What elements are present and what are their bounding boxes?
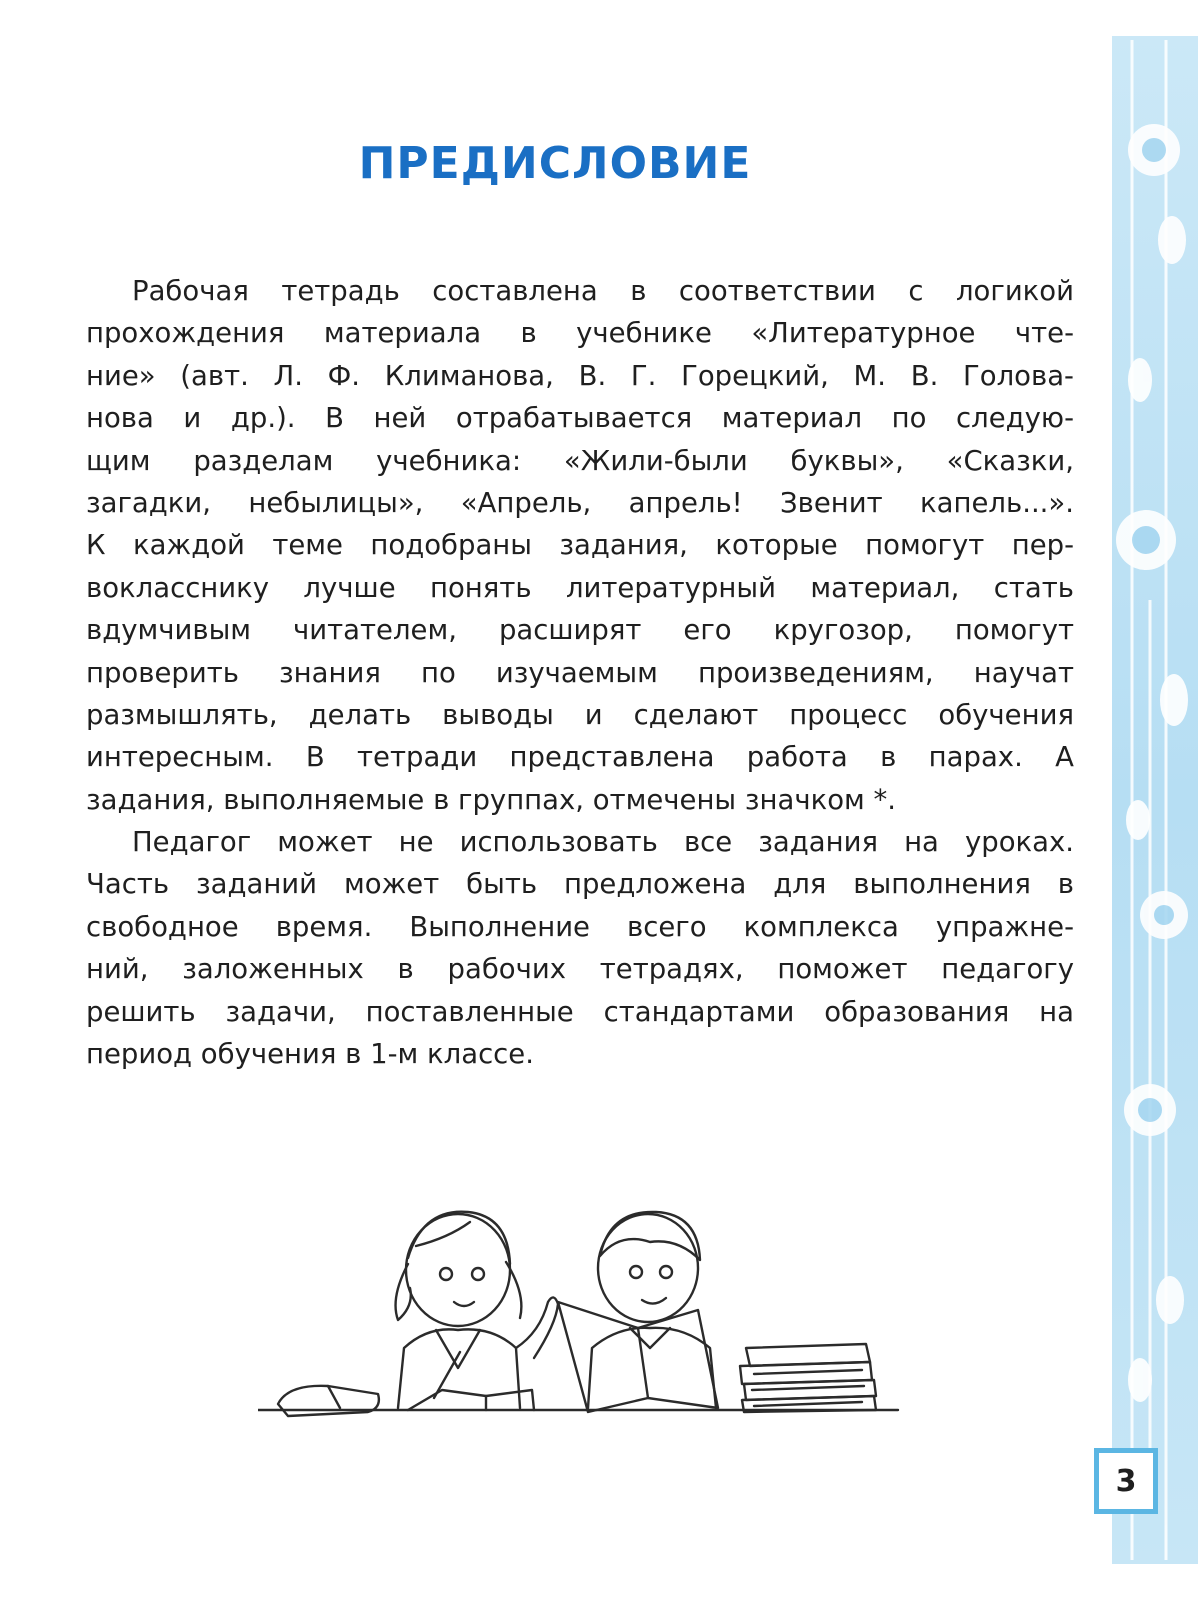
text-line: проверить знания по изучаемым произведениям, научат — [86, 656, 1074, 689]
text-line: ние» (авт. Л. Ф. Климанова, В. Г. Горецкий, М. В. Голова- — [86, 359, 1074, 392]
text-line: щим разделам учебника: «Жили-были буквы», «Сказки, — [86, 444, 1074, 477]
page-title: ПРЕДИСЛОВИЕ — [358, 138, 752, 189]
flower-border-decoration — [1110, 0, 1200, 1600]
text-line: Педагог может не использовать все задания на уроках. — [132, 826, 1074, 859]
text-line: прохождения материала в учебнике «Литературное чте- — [86, 317, 1074, 350]
text-line: период обучения в 1-м классе. — [86, 1038, 534, 1071]
text-line: размышлять, делать выводы и сделают процесс обучения — [86, 698, 1074, 731]
paragraph-1 — [86, 270, 1074, 821]
text-line: Рабочая тетрадь составлена в соответствии с логикой — [132, 275, 1074, 307]
page-number: 3 — [1094, 1448, 1158, 1514]
text-line: ний, заложенных в рабочих тетрадях, поможет педагогу — [86, 953, 1074, 986]
text-line: вокласснику лучше понять литературный материал, стать — [86, 571, 1074, 604]
children-reading-illustration — [258, 1198, 908, 1458]
text-line: интересным. В тетради представлена работа в парах. А — [86, 741, 1074, 774]
text-line: Часть заданий может быть предложена для выполнения в — [86, 868, 1074, 901]
body-text — [86, 270, 1074, 1075]
paragraph-2 — [86, 821, 1074, 1075]
text-line: загадки, небылицы», «Апрель, апрель! Звенит капель...». — [86, 486, 1074, 519]
text-line: решить задачи, поставленные стандартами образования на — [86, 995, 1074, 1028]
text-line: вдумчивым читателем, расширят его кругозор, помогут — [86, 614, 1074, 647]
flower-pattern — [1110, 0, 1200, 1600]
text-line: нова и др.). В ней отрабатывается материал по следую- — [86, 402, 1074, 435]
text-line: К каждой теме подобраны задания, которые помогут пер- — [86, 529, 1074, 562]
text-line: свободное время. Выполнение всего комплекса упражне- — [86, 910, 1074, 943]
text-line: задания, выполняемые в группах, отмечены значком *. — [86, 783, 897, 816]
